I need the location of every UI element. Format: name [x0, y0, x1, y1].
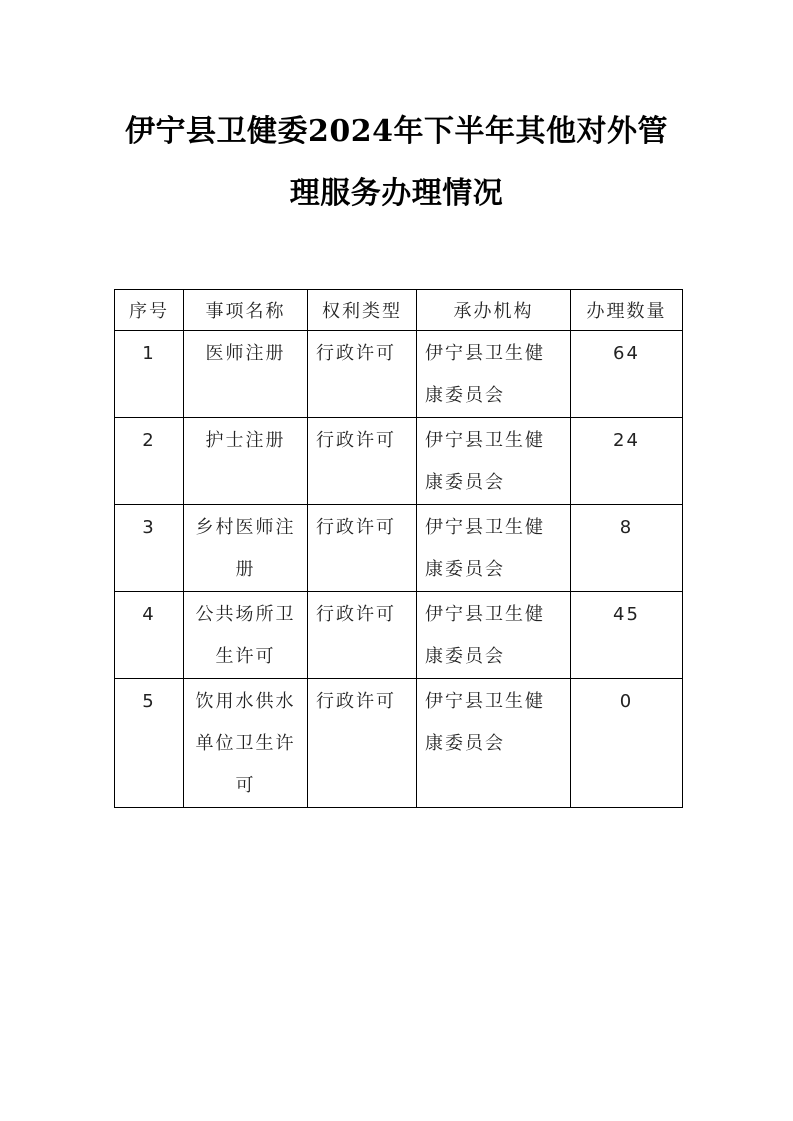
cell-organization — [417, 679, 571, 808]
cell-seq — [115, 679, 184, 808]
cell-item-name — [184, 331, 308, 418]
cell-item-name-text: 医师注册 — [205, 343, 286, 364]
header-seq: 序号 — [115, 290, 184, 331]
cell-organization — [417, 505, 571, 592]
cell-organization-text: 伊宁县卫生健康委员会 — [425, 604, 545, 667]
cell-seq — [115, 592, 184, 679]
table-header-row — [115, 290, 683, 331]
table-row — [115, 505, 683, 592]
cell-right-type — [308, 592, 417, 679]
cell-seq-text: 2 — [142, 430, 156, 451]
cell-right-type — [308, 331, 417, 418]
cell-right-type — [308, 679, 417, 808]
cell-count — [571, 505, 683, 592]
header-right-type: 权利类型 — [308, 290, 417, 331]
cell-item-name-text: 乡村医师注册 — [195, 517, 296, 580]
cell-right-type-text: 行政许可 — [316, 430, 396, 451]
cell-item-name-text: 饮用水供水单位卫生许可 — [195, 691, 296, 796]
header-item-name: 事项名称 — [184, 290, 308, 331]
cell-count — [571, 331, 683, 418]
cell-item-name — [184, 418, 308, 505]
table-row — [115, 418, 683, 505]
header-count: 办理数量 — [571, 290, 683, 331]
cell-right-type — [308, 505, 417, 592]
cell-right-type — [308, 418, 417, 505]
cell-item-name-text: 公共场所卫生许可 — [195, 604, 296, 667]
header-organization: 承办机构 — [417, 290, 571, 331]
cell-seq — [115, 331, 184, 418]
cell-count-text: 64 — [613, 343, 640, 364]
cell-seq — [115, 418, 184, 505]
table-row — [115, 592, 683, 679]
cell-count-text: 0 — [619, 691, 634, 712]
cell-organization — [417, 592, 571, 679]
cell-right-type-text: 行政许可 — [316, 604, 396, 625]
document-title-line-2: 理服务办理情况 — [289, 176, 504, 211]
cell-organization-text: 伊宁县卫生健康委员会 — [425, 691, 545, 754]
cell-organization — [417, 331, 571, 418]
cell-seq-text: 3 — [142, 517, 156, 538]
table-row — [115, 331, 683, 418]
document-title-line-1: 伊宁县卫健委2024年下半年其他对外管 — [125, 114, 668, 149]
cell-item-name — [184, 505, 308, 592]
cell-count-text: 45 — [613, 604, 640, 625]
cell-seq-text: 1 — [142, 343, 156, 364]
cell-organization-text: 伊宁县卫生健康委员会 — [425, 517, 545, 580]
cell-organization — [417, 418, 571, 505]
cell-seq — [115, 505, 184, 592]
cell-item-name — [184, 592, 308, 679]
cell-right-type-text: 行政许可 — [316, 343, 396, 364]
cell-seq-text: 5 — [142, 691, 156, 712]
service-statistics-table — [114, 289, 683, 808]
cell-count — [571, 592, 683, 679]
cell-item-name — [184, 679, 308, 808]
cell-seq-text: 4 — [142, 604, 156, 625]
cell-right-type-text: 行政许可 — [316, 517, 396, 538]
table-row — [115, 679, 683, 808]
cell-organization-text: 伊宁县卫生健康委员会 — [425, 343, 545, 406]
cell-count-text: 24 — [613, 430, 640, 451]
cell-item-name-text: 护士注册 — [205, 430, 286, 451]
cell-count — [571, 679, 683, 808]
cell-organization-text: 伊宁县卫生健康委员会 — [425, 430, 545, 493]
cell-count-text: 8 — [619, 517, 634, 538]
cell-right-type-text: 行政许可 — [316, 691, 396, 712]
cell-count — [571, 418, 683, 505]
